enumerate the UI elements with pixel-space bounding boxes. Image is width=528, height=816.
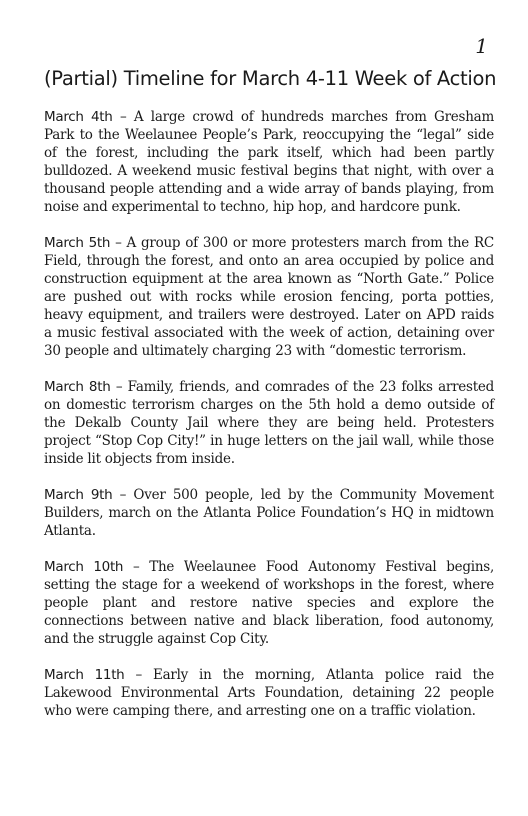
entry-text: – A large crowd of hundreds marches from Gresham Park to the Weelaunee People’s Park, reoccupying the “legal” side of the forest, including the park itself, which had been partly bulldozed. A weekend music festival begins that night, with over a thousand people attending and a wide array of bands playing, from noise and experimental to techno, hip hop, and hardcore punk. bbox=[44, 109, 495, 215]
page-number: 1 bbox=[475, 34, 488, 58]
entry-text: – The Weelaunee Food Autonomy Festival begins, setting the stage for a weekend of workshops in the forest, where people plant and restore native species and explore the connections between native and black liberation, food autonomy, and the struggle against Cop City. bbox=[44, 559, 494, 647]
entry-text: – Family, friends, and comrades of the 23 folks arrested on domestic terrorism charges on the 5th hold a demo outside of the Dekalb County Jail where they are being held. Protesters project “Stop Cop City!” in huge letters on the jail wall, while those inside lit objects from inside. bbox=[44, 379, 494, 467]
timeline-entry-march-5 bbox=[44, 234, 494, 360]
entry-date: March 5th bbox=[44, 235, 111, 251]
timeline-list bbox=[44, 108, 494, 738]
timeline-entry-march-9 bbox=[44, 486, 494, 540]
entry-date: March 11th bbox=[44, 667, 125, 683]
entry-date: March 10th bbox=[44, 559, 124, 575]
timeline-entry-march-10 bbox=[44, 558, 494, 648]
entry-text: – A group of 300 or more protesters march from the RC Field, through the forest, and onto an area occupied by police and construction equipment at the area known as “North Gate.” Police are pushed out with rocks while erosion fencing, porta potties, heavy equipment, and trailers were destroyed. Later on APD raids a music festival associated with the week of action, detaining over 30 people and ultimately charging 23 with “domestic terrorism. bbox=[44, 235, 494, 359]
entry-text: – Over 500 people, led by the Community Movement Builders, march on the Atlanta Police Foundation’s HQ in midtown Atlanta. bbox=[44, 487, 494, 539]
entry-date: March 8th bbox=[44, 379, 111, 395]
page-title: (Partial) Timeline for March 4-11 Week of Action bbox=[44, 67, 497, 90]
entry-text: – Early in the morning, Atlanta police raid the Lakewood Environmental Arts Foundation, detaining 22 people who were camping there, and arresting one on a traffic violation. bbox=[44, 667, 494, 719]
timeline-entry-march-4 bbox=[44, 108, 494, 216]
timeline-entry-march-11 bbox=[44, 666, 494, 720]
entry-date: March 4th bbox=[44, 109, 113, 125]
timeline-entry-march-8 bbox=[44, 378, 494, 468]
entry-date: March 9th bbox=[44, 487, 113, 503]
